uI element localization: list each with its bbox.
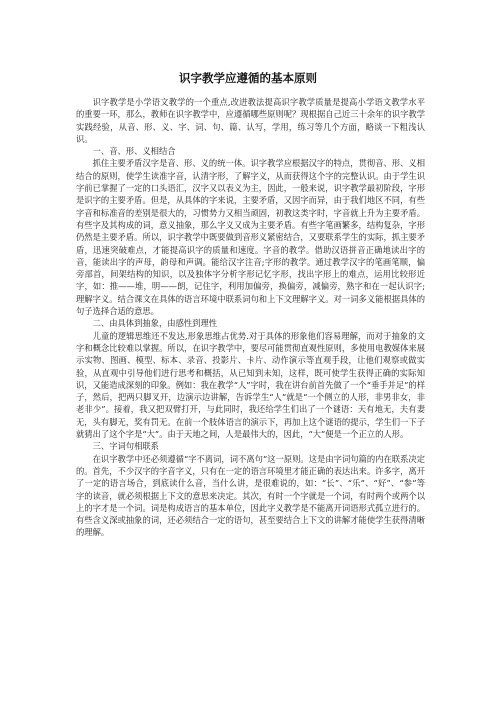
section-1-paragraph: 抓住主要矛盾汉字是音、形、义的统一体。识字教学应根据汉字的特点，贯彻音、形、义相结合的原则，使学生读准字音，认清字形，了解字义，从而获得这个字的完整认识。由于学生识字前已掌握了一定的口头语汇，汉字又以表义为主，因此，一般来说，识字教学最初阶段，字形是识字的主要矛盾。但是，从具体的字来说，主要矛盾，又因字而异，由于我们地区不同，有些字音和标准音的差别是很大的，习惯势力又相当顽固，初教这类字时，字音就上升为主要矛盾。有些字及其构成的词，意义抽象，那么字义又成为主要矛盾。有些字笔画繁多，结构复杂，字形仍然是主要矛盾。所以，识字教学中既要做到音形义紧密结合，又要联系学生的实际，抓主要矛盾，迅速突破难点，才能提高识字的质量和速度。字音的教学。借助汉语拼音正确地读出字的音，能读出字的声母，韵母和声调。能给汉字注音;字形的教学。通过教学汉字的笔画笔顺，偏旁部首，间架结构的知识，以及独体字分析字形记忆字形，找出字形上的难点，运用比较形近字，如：推——堆，明——朗，记住字，利用加偏旁，换偏旁，减偏旁，熟字和在一起认识字;理解字义。结合课文在具体的语言环境中联系词句和上下文理解字义。对一词多义能根据具体的句子选择合适的意思。 (76, 158, 425, 317)
section-3-paragraph: 在识字教学中还必须遵循“字不离词，词不离句”这一原则。这是由字词句篇的内在联系决定的。首先，不少汉字的字音字义，只有在一定的语言环境里才能正确的表达出来。许多字，离开了一定的语言场合，到底读什么音，当什么讲，是很难说的，如：“长”、“乐”、“好”、“参”等字的读音，就必须根据上下文的意思来决定。其次，有时一个字就是一个词，有时两个或两个以上的字才是一个词。词是构成语言的基本单位，因此字义教学是不能离开词语形式孤立进行的。有些含义深或抽象的词，还必须结合一定的语句，甚至要结合上下文的讲解才能使学生获得清晰的理解。 (76, 453, 425, 538)
section-heading-1: 一、音、形、义相结合 (92, 146, 176, 157)
section-heading-2: 二、由具体到抽象，由感性到理性 (92, 318, 218, 329)
intro-paragraph: 识字教学是小学语文教学的一个重点,改进教法提高识字教学质量是提高小学语文教学水平的重要一环，那么，教师在识字教学中，应遵循哪些原则呢？现根据自己近三十余年的识字教学实践经验，从音、形、义、字、词、句、篇、认写，学用，练习等几个方面，略谈一下粗浅认识。 (76, 97, 425, 144)
document-title: 识字教学应遵循的基本原则 (179, 71, 317, 85)
document-body (76, 96, 425, 539)
section-2-paragraph: 儿童的逻辑思维还不发达,形象思维占优势.对于具体的形象他们容易理解，而对于抽象的文字和概念比较难以掌握。所以，在识字教学中，要尽可能贯彻直观性原则，多使用电教媒体来展示实物、图画、模型、标本、录音、投影片、卡片、动作演示等直观手段，让他们观察或做实验，从直观中引导他们进行思考和概括，从已知到未知，这样，既可使学生获得正确的实际知识，又能造成深刻的印象。例如：我在教学“人”字时，我在讲台前首先做了一个“垂手并足”的样子，然后，把两只脚叉开，边演示边讲解，告诉学生“人”就是“一个侧立的人形，非男非女，非老非少”。接着，我又把双臂打开，与此同时，我还给学生们出了一个谜语：天有地无，夫有妻无，头有脚无，奖有罚无。在前一个肢体语言的演示下，再加上这个谜语的提示，学生们一下子就猜出了这个字是“大”。由于天地之间，人是最伟大的，因此，“大”便是一个正立的人形。 (76, 330, 425, 440)
section-heading-3: 三、字词句相联系 (92, 441, 159, 452)
